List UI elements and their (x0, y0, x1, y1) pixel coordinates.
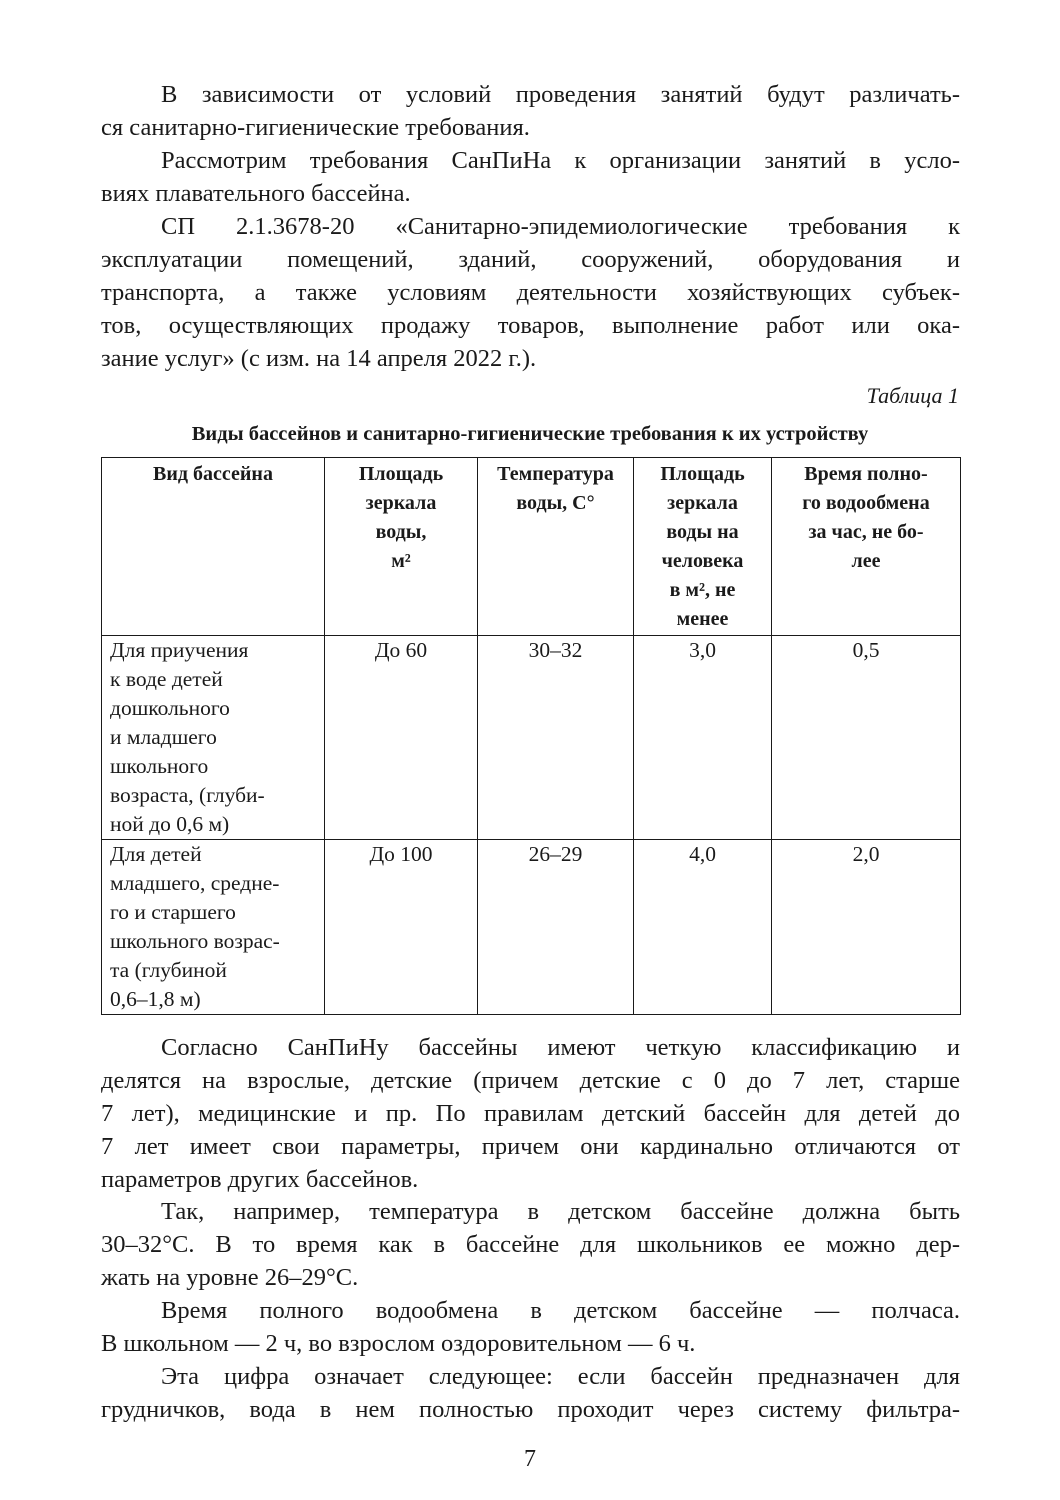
header-line: го водообмена (802, 492, 930, 514)
paragraph-line: виях плавательного бассейна. (101, 180, 411, 207)
cell-water-area: До 100 (325, 840, 478, 1015)
cell-exchange-time: 0,5 (772, 636, 961, 840)
header-line: человека (661, 550, 744, 572)
cell-pool-type (102, 840, 325, 1015)
paragraph-3 (101, 210, 960, 375)
paragraph-6 (101, 1294, 960, 1360)
table-header-row (102, 458, 961, 636)
cell-line: го и старшего (110, 900, 236, 924)
cell-line: к воде детей (110, 667, 223, 691)
paragraph-5 (101, 1195, 960, 1294)
paragraph-line: 30–32°С. В то время как в бассейне для школьников ее можно дер- (101, 1231, 960, 1258)
paragraph-line: 7 лет), медицинские и пр. По правилам детский бассейн для детей до (101, 1100, 960, 1127)
cell-line: 0,6–1,8 м) (110, 987, 201, 1011)
table-row (102, 840, 961, 1015)
paragraph-line: Рассмотрим требования СанПиНа к организации занятий в усло- (161, 147, 960, 174)
paragraph-line: делятся на взрослые, детские (причем детские с 0 до 7 лет, старше (101, 1067, 960, 1094)
header-line: Площадь (358, 463, 444, 485)
cell-water-area: До 60 (325, 636, 478, 840)
cell-temperature: 30–32 (478, 636, 634, 840)
page-number: 7 (524, 1446, 536, 1472)
header-line: Площадь (660, 463, 745, 485)
cell-line: дошкольного (110, 696, 230, 720)
cell-area-per-person: 4,0 (634, 840, 772, 1015)
header-line: зеркала (365, 492, 437, 514)
paragraph-line: В зависимости от условий проведения занятий будут различать- (161, 81, 960, 108)
table-caption: Виды бассейнов и санитарно-гигиенические требования к их устройству (191, 423, 869, 445)
table-row (102, 636, 961, 840)
header-temperature (478, 458, 634, 636)
header-line: зеркала (667, 492, 738, 514)
paragraph-line: Время полного водообмена в детском бассейне — полчаса. (161, 1297, 960, 1324)
header-line: воды на (666, 521, 739, 543)
table-label: Таблица 1 (866, 383, 959, 408)
header-line: менее (676, 608, 729, 630)
header-line: лее (851, 550, 881, 572)
paragraph-line: транспорта, а также условиям деятельности хозяйствующих субъек- (101, 279, 960, 306)
cell-line: возраста, (глуби- (110, 783, 265, 807)
paragraph-line: СП 2.1.3678-20 «Санитарно-эпидемиологические требования к (161, 213, 960, 240)
header-pool-type (102, 458, 325, 636)
header-line: м² (391, 550, 411, 572)
paragraph-2 (101, 144, 960, 210)
cell-area-per-person: 3,0 (634, 636, 772, 840)
cell-line: и младшего (110, 725, 217, 749)
paragraph-line: жать на уровне 26–29°С. (101, 1264, 359, 1291)
header-line: воды, С° (516, 492, 595, 514)
header-line: за час, не бо- (808, 521, 924, 543)
pool-requirements-table (101, 457, 961, 1015)
header-line: Температура (497, 463, 614, 485)
cell-line: та (глубиной (110, 958, 227, 982)
header-area-per-person (634, 458, 772, 636)
paragraph-line: ся санитарно-гигиенические требования. (101, 114, 530, 141)
cell-temperature: 26–29 (478, 840, 634, 1015)
paragraph-line: 7 лет имеет свои параметры, причем они кардинально отличаются от (101, 1133, 960, 1160)
paragraph-line: В школьном — 2 ч, во взрослом оздоровительном — 6 ч. (101, 1330, 696, 1357)
header-line: Время полно- (804, 463, 928, 485)
paragraph-line: тов, осуществляющих продажу товаров, выполнение работ или ока- (101, 312, 960, 339)
paragraph-line: грудничков, вода в нем полностью проходит через систему фильтра- (101, 1396, 960, 1423)
paragraph-line: параметров других бассейнов. (101, 1166, 419, 1193)
cell-line: Для приучения (110, 638, 249, 662)
paragraph-line: Так, например, температура в детском бассейне должна быть (161, 1198, 960, 1225)
paragraph-4 (101, 1031, 960, 1196)
paragraph-line: Эта цифра означает следующее: если бассейн предназначен для (161, 1363, 960, 1390)
header-exchange-time (772, 458, 961, 636)
header-line: воды, (375, 521, 427, 543)
paragraph-line: зание услуг» (с изм. на 14 апреля 2022 г.). (101, 345, 537, 372)
cell-line: ной до 0,6 м) (110, 812, 230, 836)
cell-pool-type (102, 636, 325, 840)
paragraph-line: Согласно СанПиНу бассейны имеют четкую классификацию и (161, 1034, 960, 1061)
header-line: в м², не (669, 579, 736, 601)
cell-line: младшего, средне- (110, 871, 280, 895)
cell-exchange-time: 2,0 (772, 840, 961, 1015)
header-line: Вид бассейна (153, 463, 273, 485)
cell-line: школьного (110, 754, 209, 778)
paragraph-1 (101, 78, 960, 144)
paragraph-line: эксплуатации помещений, зданий, сооружений, оборудования и (101, 246, 960, 273)
cell-line: школьного возрас- (110, 929, 280, 953)
header-water-area (325, 458, 478, 636)
paragraph-7 (101, 1360, 960, 1426)
cell-line: Для детей (110, 842, 202, 866)
